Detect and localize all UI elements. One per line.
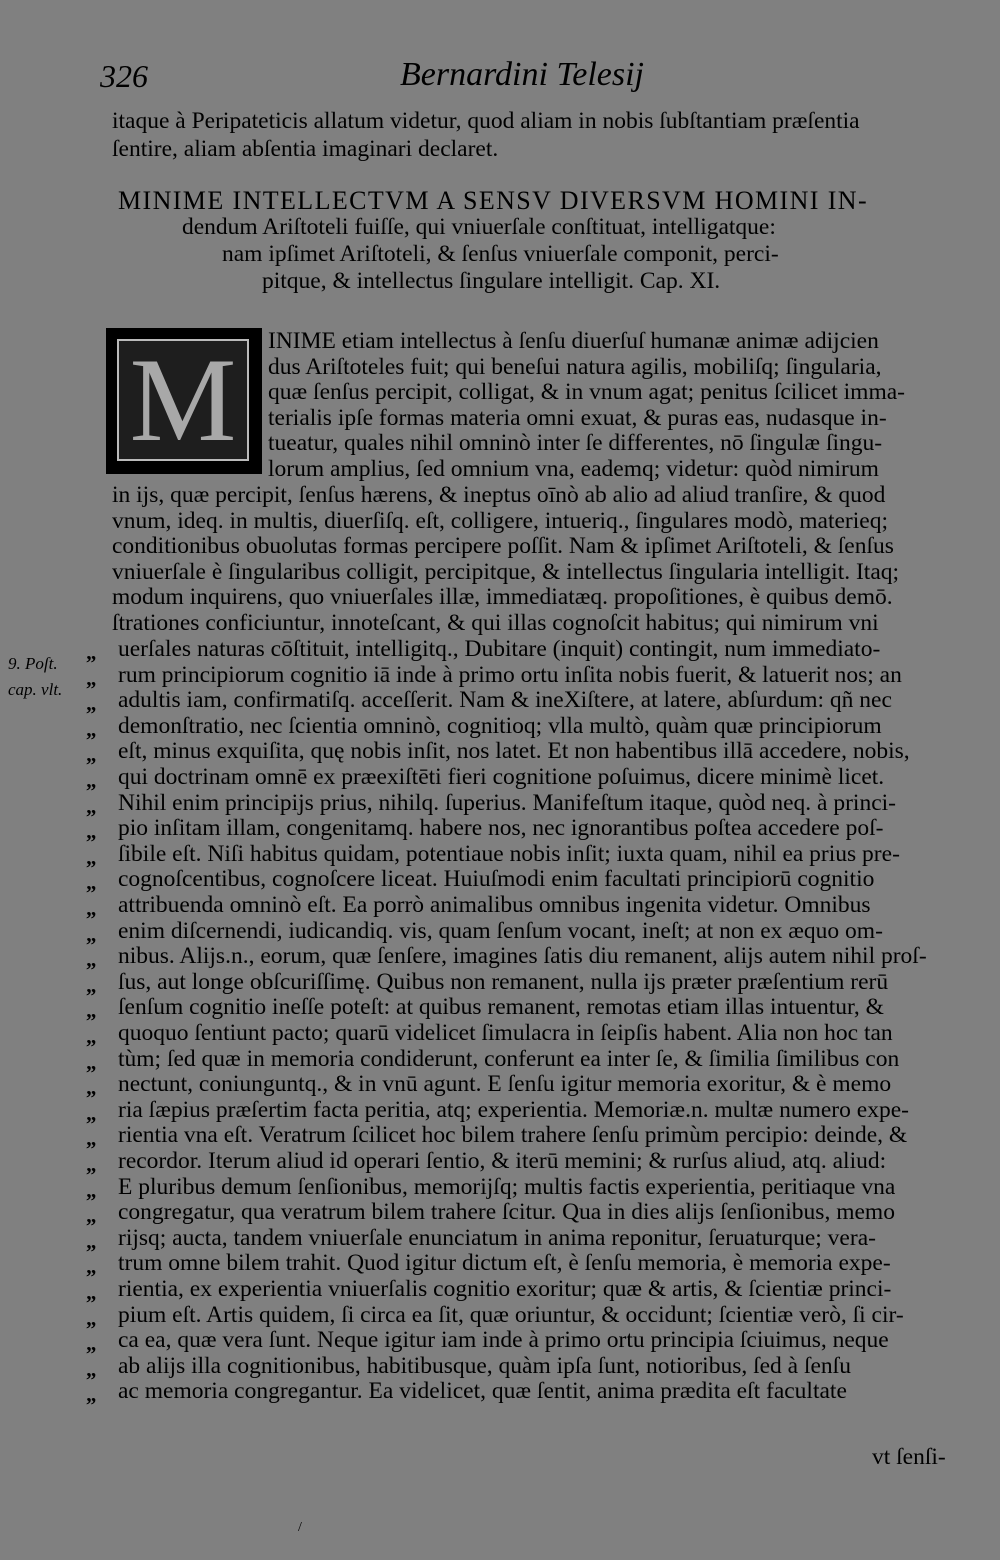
margin-note: 9. Poſt. (8, 654, 58, 673)
quoted-line: quoquo ſentiunt pacto; quarū videlicet ſimulacra in ſeipſis habent. Alia non hoc tan (118, 1020, 893, 1046)
quote-mark: „ (86, 844, 97, 869)
quote-mark: „ (86, 1152, 97, 1176)
quoted-line: ſenſum cognitio ineſſe poteſt: at quibus remanent, remotas etiam illas intuentur, & (118, 994, 884, 1021)
quote-mark: „ (86, 1203, 97, 1228)
body-line: dus Ariſtoteles fuit; qui beneſui natura agilis, mobiliſq; ſingularia, (268, 353, 882, 380)
quote-mark: „ (86, 1228, 97, 1253)
quote-mark: „ (86, 640, 97, 664)
quoted-line: uerſales naturas cōſtituit, intelligitq., Dubitare (inquit) contingit, num immediato- (118, 636, 881, 662)
initial-frame (117, 333, 249, 466)
body-line: conditionibus obuolutas formas percipere poſſit. Nam & ipſimet Ariſtoteli, & ſenſus (112, 533, 894, 560)
quoted-line: E pluribus demum ſenſionibus, memorijſq; multis factis experientia, peritiaque vna (118, 1173, 896, 1200)
initial-letter: M (129, 333, 237, 466)
quoted-line: ſibile eſt. Niſi habitus quidam, potentiaue nobis inſit; iuxta quam, nihil ea prius pre- (118, 840, 900, 867)
quote-mark: „ (86, 896, 97, 920)
decorated-initial (106, 328, 262, 474)
body-line: ſtrationes conficiuntur, innoteſcant, & qui illas cognoſcit habitus; qui nimirum vni (112, 610, 879, 636)
quoted-line: ca ea, quæ vera ſunt. Neque igitur iam inde à primo ortu principia ſciuimus, neque (118, 1327, 889, 1354)
chapter-heading-line: pitque, & intellectus ſingulare intelligit. Cap. XI. (262, 268, 721, 294)
quote-mark: „ (86, 1049, 97, 1074)
quote-mark: „ (86, 691, 97, 716)
quoted-line: recordor. Iterum aliud id operari ſentio, & iterū memini; & rurſus aliud, atq. aliud: (118, 1148, 887, 1174)
quote-mark: „ (86, 870, 97, 895)
quote-mark: „ (86, 665, 97, 690)
body-line: terialis ipſe formas materia omni exuat, & puras eas, nudasque in- (268, 404, 887, 431)
quote-mark: „ (86, 1254, 97, 1279)
quoted-line: tùm; ſed quæ in memoria condiderunt, conferunt ea inter ſe, & ſimilia ſimilibus con (118, 1045, 900, 1072)
quoted-line: pio inſitam illam, congenitamq. habere nos, nec ignorantibus poſtea accedere poſ- (118, 815, 884, 842)
chapter-heading-line: nam ipſimet Ariſtoteli, & ſenſus vniuerſale componit, perci- (222, 241, 779, 267)
quote-mark: „ (86, 1024, 97, 1048)
quote-mark: „ (86, 998, 97, 1023)
quoted-line: pium eſt. Artis quidem, ſi circa ea ſit, quæ oriuntur, & occidunt; ſcientiæ verò, ſi cir- (118, 1301, 904, 1328)
quote-mark: „ (86, 1126, 97, 1151)
quoted-line: nibus. Alijs.n., eorum, quæ ſenſere, imagines ſatis diu remanent, alijs autem nihil proſ- (118, 943, 927, 970)
quote-mark: „ (86, 768, 97, 792)
quoted-line: ſus, aut longe obſcuriſſimę. Quibus non remanent, nulla ijs præter præſentium rerū (118, 968, 889, 995)
body-line: vnum, ideq. in multis, diuerſiſq. eſt, colligere, intueriq., ſingulares modò, materieq; (112, 507, 888, 534)
intro-line: itaque à Peripateticis allatum videtur, quod aliam in nobis ſubſtantiam præſentia (112, 108, 860, 134)
quoted-line: trum omne bilem trahit. Quod igitur dictum eſt, è ſenſu memoria, è memoria expe- (118, 1250, 891, 1277)
quoted-line: eſt, minus exquiſita, quę nobis inſit, nos latet. Et non habentibus illā accedere, nobis, (118, 738, 910, 765)
body-line: in ijs, quæ percipit, ſenſus hærens, & ineptus oīnò ab alio ad aliud tranſire, & quod (112, 482, 886, 508)
quote-mark: „ (86, 819, 97, 844)
quoted-line: Nihil enim principijs prius, nihilq. ſuperius. Manifeſtum itaque, quòd neq. à princi- (118, 789, 896, 816)
quote-mark: „ (86, 1331, 97, 1356)
body-line: vniuerſale è ſingularibus colligit, percipitque, & intellectus ſingularia intelligit. Itaq; (112, 558, 900, 585)
chapter-heading-line: dendum Ariſtoteli fuiſſe, qui vniuerſale conſtituat, intelligatque: (182, 214, 776, 240)
quote-mark: „ (86, 947, 97, 972)
quoted-line: rientia, ex experientia vniuerſalis cognitio exoritur; quæ & artis, & ſcientiæ princi- (118, 1276, 892, 1302)
stray-mark: / (298, 1520, 302, 1535)
quote-mark: „ (86, 1100, 97, 1125)
quote-mark: „ (86, 1280, 97, 1304)
quoted-line: nectunt, coniunguntq., & in vnū agunt. E ſenſu igitur memoria exoritur, & è memo (118, 1071, 892, 1098)
quote-mark: „ (86, 1177, 97, 1202)
running-title: Bernardini Telesij (400, 56, 644, 93)
quote-mark: „ (86, 793, 97, 818)
quote-mark: „ (86, 742, 97, 767)
quoted-line: rijsq; aucta, tandem vniuerſale enunciatum in anima reponitur, ſeruaturque; vera- (118, 1224, 876, 1251)
page-number: 326 (100, 58, 148, 94)
quote-mark: „ (86, 972, 97, 997)
quoted-line: ab alijs illa cognitionibus, habitibusque, quàm ipſa ſunt, notioribus, ſed à ſenſu (118, 1352, 851, 1379)
quote-mark: „ (86, 716, 97, 741)
quoted-line: adultis iam, confirmatiſq. acceſſerit. Nam & ineXiſtere, at latere, abſurdum: qñ nec (118, 687, 892, 714)
quote-mark: „ (86, 1356, 97, 1381)
quote-mark: „ (86, 921, 97, 946)
body-line: modum inquirens, quo vniuerſales illæ, immediatæq. propoſitiones, è quibus demō. (112, 584, 893, 611)
body-line: quæ ſenſus percipit, colligat, & in vnum agat; penitus ſcilicet imma- (268, 379, 905, 406)
body-line: lorum amplius, ſed omnium vna, eademq; videtur: quòd nimirum (268, 456, 879, 482)
quote-mark: „ (86, 1075, 97, 1100)
quoted-line: demonſtratio, nec ſcientia omninò, cognitioq; vlla multò, quàm quæ principiorum (118, 712, 882, 739)
quoted-line: qui doctrinam omnē ex præexiſtēti fieri cognitione poſuimus, dicere minimè licet. (118, 764, 885, 790)
quoted-line: ac memoria congregantur. Ea videlicet, quæ ſentit, anima prædita eſt facultate (118, 1378, 847, 1405)
quote-mark: „ (86, 1382, 97, 1407)
margin-note: cap. vlt. (8, 680, 63, 699)
quoted-line: ria ſæpius præſertim facta peritia, atq; experientia. Memoriæ.n. multæ numero expe- (118, 1096, 909, 1123)
quoted-line: rientia vna eſt. Veratrum ſcilicet hoc bilem trahere ſenſu primùm percipio: deinde, & (118, 1122, 908, 1149)
quoted-line: rum principiorum cognitio iā inde à primo ortu inſita nobis fuerit, & latuerit nos; an (118, 661, 902, 688)
catchword: vt ſenſi- (872, 1444, 946, 1470)
chapter-heading-line: MINIME INTELLECTVM A SENSV DIVERSVM HOMINI IN- (118, 186, 869, 215)
intro-line: ſentire, aliam abſentia imaginari declaret. (112, 136, 499, 162)
quote-mark: „ (86, 1305, 97, 1330)
quoted-line: enim diſcernendi, iudicandiq. vis, quam ſenſum vocant, ineſt; at non ex æquo om- (118, 917, 883, 944)
body-line: INIME etiam intellectus à ſenſu diuerſuſ humanæ animæ adijcien (268, 328, 879, 354)
quoted-line: congregatur, qua veratrum bilem trahere ſcitur. Qua in dies alijs ſenſionibus, memo (118, 1199, 895, 1226)
quoted-line: attribuenda omninò eſt. Ea porrò animalibus omnibus ingenita videtur. Omnibus (118, 892, 871, 918)
body-line: tueatur, quales nihil omninò inter ſe differentes, nō ſingulæ ſingu- (268, 430, 883, 457)
quoted-line: cognoſcentibus, cognoſcere liceat. Huiuſmodi enim facultati principiorū cognitio (118, 866, 875, 893)
